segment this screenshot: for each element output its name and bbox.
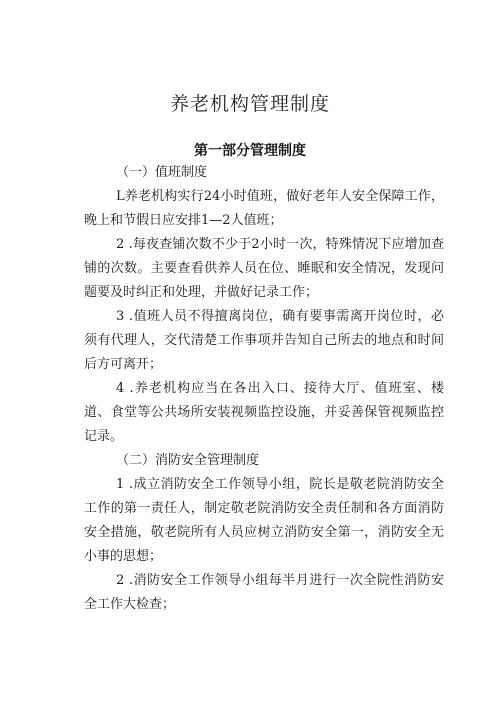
paragraph: 1 .成立消防安全工作领导小组，院长是敬老院消防安全工作的第一责任人，制定敬老院消防安全责任制和各方面消防安全措施，敬老院所有人员应树立消防安全第一，消防安全无小事的思想； — [84, 477, 444, 564]
paragraph: 4 .养老机构应当在各出入口、接待大厅、值班室、楼道、食堂等公共场所安装视频监控设施，并妥善保管视频监控记录。 — [84, 381, 444, 444]
section-heading-duty: （一）值班制度 — [116, 165, 208, 180]
section-heading-fire-safety: （二）消防安全管理制度 — [116, 453, 260, 468]
paragraph: 2 .消防安全工作领导小组每半月进行一次全院性消防安全工作大检查； — [84, 573, 444, 612]
document-title: 养老机构管理制度 — [169, 93, 330, 115]
document-body — [84, 161, 444, 617]
paragraph: 3 .值班人员不得擅离岗位，确有要事需离开岗位时，必须有代理人，交代清楚工作事项并告知自己所去的地点和时间后方可离开； — [84, 309, 444, 372]
part-title: 第一部分管理制度 — [194, 143, 306, 159]
paragraph: 2 .每夜查铺次数不少于2小时一次，特殊情况下应增加查铺的次数。主要查看供养人员在位、睡眠和安全情况，发现问题要及时纠正和处理，并做好记录工作； — [84, 237, 444, 300]
paragraph: L养老机构实行24小时值班，做好老年人安全保障工作，晚上和节假日应安排1—2人值班； — [84, 189, 444, 228]
